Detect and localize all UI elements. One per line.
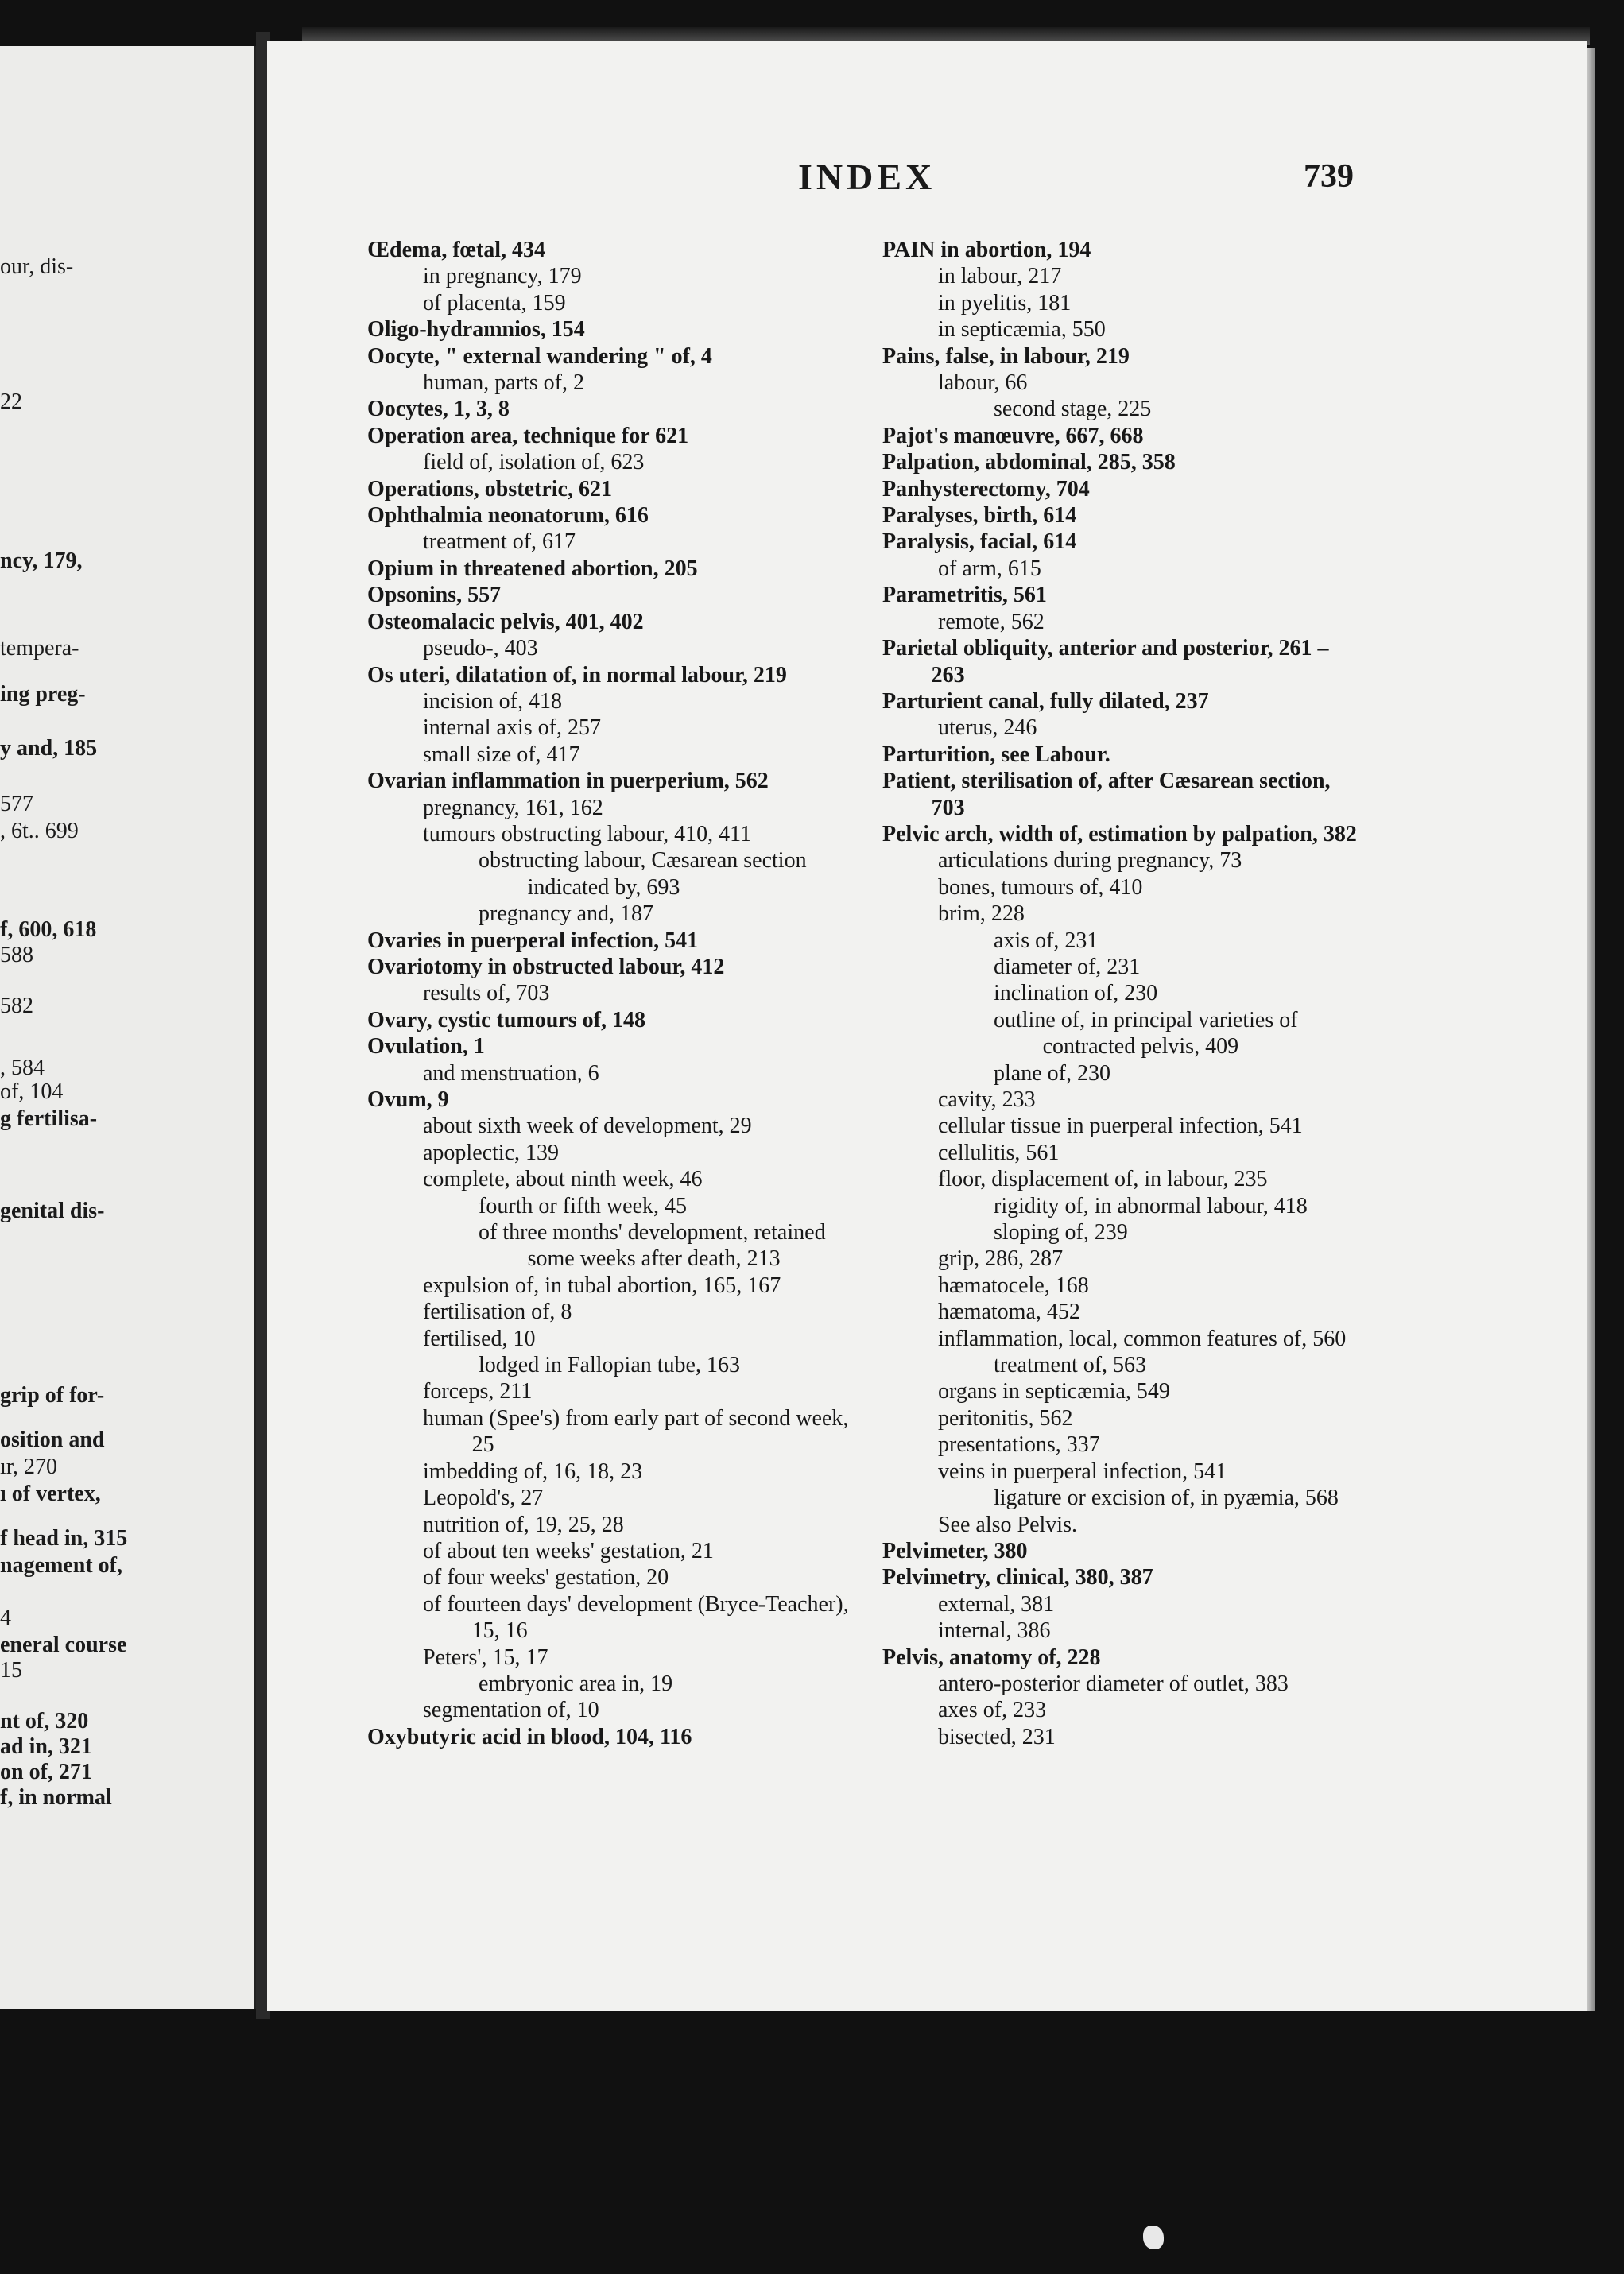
index-entry: of fourteen days' development (Bryce-Teacher), 15, 16 (423, 1591, 849, 1644)
facing-page-text: , 6t.. 699 (0, 819, 79, 843)
facing-page-text: y and, 185 (0, 736, 98, 761)
index-entry: Parietal obliquity, anterior and posterior, 261 – 263 (882, 636, 1329, 688)
index-entry: Leopold's, 27 (423, 1486, 544, 1511)
index-entry: presentations, 337 (938, 1432, 1100, 1458)
index-entry: fertilised, 10 (423, 1326, 536, 1351)
index-entry: Opsonins, 557 (367, 583, 502, 608)
index-entry: pregnancy and, 187 (479, 901, 654, 927)
index-entry: labour, 66 (938, 370, 1028, 396)
facing-page-text: 577 (0, 792, 33, 816)
index-entry: of arm, 615 (938, 556, 1041, 581)
index-entry: inflammation, local, common features of, 560 (938, 1326, 1347, 1351)
facing-page-text: genital dis- (0, 1199, 105, 1223)
scan-blemish (1143, 2226, 1164, 2249)
index-entry: Ovary, cystic tumours of, 148 (367, 1007, 645, 1032)
index-entry: treatment of, 563 (994, 1353, 1147, 1378)
index-entry: fourth or fifth week, 45 (479, 1193, 688, 1218)
index-entry: treatment of, 617 (423, 529, 576, 555)
index-entry: results of, 703 (423, 981, 550, 1006)
index-entry: Ovulation, 1 (367, 1034, 485, 1060)
index-entry: Pelvimeter, 380 (882, 1538, 1028, 1563)
facing-page-text: eneral course (0, 1633, 127, 1657)
index-entry: cavity, 233 (938, 1087, 1036, 1112)
index-entry: Pajot's manœuvre, 667, 668 (882, 423, 1144, 448)
facing-page-text: 4 (0, 1606, 11, 1630)
index-entry: rigidity of, in abnormal labour, 418 (994, 1193, 1308, 1218)
facing-page-text: on of, 271 (0, 1760, 92, 1784)
index-entry: in pregnancy, 179 (423, 264, 582, 289)
index-entry: second stage, 225 (994, 397, 1152, 422)
facing-page-text: 22 (0, 389, 22, 414)
facing-page-text: ncy, 179, (0, 548, 83, 573)
facing-page-text: ing preg- (0, 682, 86, 707)
facing-page-text: tempera- (0, 636, 79, 661)
index-entry: Œdema, fœtal, 434 (367, 238, 545, 262)
index-entry: PAIN in abortion, 194 (882, 238, 1091, 262)
index-entry: Operations, obstetric, 621 (367, 476, 612, 502)
index-entry: small size of, 417 (423, 742, 580, 767)
index-entry: Ovum, 9 (367, 1087, 449, 1112)
index-entry: Parametritis, 561 (882, 583, 1047, 608)
index-entry: Panhysterectomy, 704 (882, 476, 1090, 502)
index-entry: veins in puerperal infection, 541 (938, 1459, 1227, 1484)
index-entry: grip, 286, 287 (938, 1246, 1064, 1272)
index-entry: Peters', 15, 17 (423, 1644, 548, 1670)
index-entry: antero-posterior diameter of outlet, 383 (938, 1671, 1289, 1696)
index-entry: fertilisation of, 8 (423, 1300, 572, 1325)
facing-page-fragment (0, 46, 259, 2009)
index-entry: Ophthalmia neonatorum, 616 (367, 503, 649, 529)
index-entry: incision of, 418 (423, 688, 562, 714)
index-entry: axes of, 233 (938, 1698, 1047, 1723)
page-number: 739 (1304, 158, 1354, 195)
index-entry: nutrition of, 19, 25, 28 (423, 1512, 624, 1537)
facing-page-text: 582 (0, 994, 33, 1018)
index-entry: remote, 562 (938, 609, 1045, 634)
page-edge (1587, 48, 1595, 2011)
facing-page-text: f head in, 315 (0, 1526, 128, 1551)
index-entry: field of, isolation of, 623 (423, 450, 645, 475)
index-entry: Patient, sterilisation of, after Cæsarean section, 703 (882, 769, 1331, 820)
index-entry: internal axis of, 257 (423, 715, 601, 741)
facing-page-text: ır, 270 (0, 1455, 57, 1479)
index-entry: Paralyses, birth, 614 (882, 503, 1077, 529)
index-entry: cellular tissue in puerperal infection, 541 (938, 1114, 1303, 1139)
index-entry: Pelvic arch, width of, estimation by palpation, 382 (882, 821, 1357, 846)
index-entry: organs in septicæmia, 549 (938, 1379, 1170, 1404)
facing-page-text: our, dis- (0, 254, 74, 279)
index-entry: internal, 386 (938, 1618, 1051, 1644)
index-entry: Opium in threatened abortion, 205 (367, 556, 698, 581)
index-entry: lodged in Fallopian tube, 163 (479, 1353, 740, 1378)
index-entry: uterus, 246 (938, 715, 1037, 741)
facing-page-text: nagement of, (0, 1553, 122, 1578)
index-entry: in septicæmia, 550 (938, 317, 1106, 343)
index-entry: of four weeks' gestation, 20 (423, 1565, 669, 1590)
facing-page-text: g fertilisa- (0, 1106, 98, 1131)
index-entry: Palpation, abdominal, 285, 358 (882, 450, 1176, 475)
facing-page-text: ad in, 321 (0, 1734, 92, 1759)
index-entry: embryonic area in, 19 (479, 1671, 673, 1696)
facing-page-text: f, in normal (0, 1785, 112, 1810)
facing-page-text: of, 104 (0, 1079, 64, 1104)
index-entry: Pelvis, anatomy of, 228 (882, 1644, 1101, 1670)
index-entry: Paralysis, facial, 614 (882, 529, 1077, 555)
index-entry: apoplectic, 139 (423, 1140, 560, 1165)
index-entry: Ovarian inflammation in puerperium, 562 (367, 769, 769, 794)
index-column-right (882, 237, 1367, 1750)
index-entry: about sixth week of development, 29 (423, 1114, 752, 1139)
index-entry: expulsion of, in tubal abortion, 165, 167 (423, 1273, 781, 1298)
facing-page-text: ı of vertex, (0, 1482, 101, 1506)
index-entry: outline of, in principal varieties of contracted pelvis, 409 (994, 1007, 1298, 1060)
index-entry: of three months' development, retained some weeks after death, 213 (479, 1220, 826, 1272)
index-entry: articulations during pregnancy, 73 (938, 848, 1242, 874)
index-entry: bisected, 231 (938, 1724, 1056, 1749)
index-entry: ligature or excision of, in pyæmia, 568 (994, 1486, 1339, 1511)
index-entry: Oocyte, " external wandering " of, 4 (367, 343, 712, 369)
index-entry: of about ten weeks' gestation, 21 (423, 1538, 714, 1563)
facing-page-text: 15 (0, 1658, 22, 1683)
index-entry: Oxybutyric acid in blood, 104, 116 (367, 1724, 692, 1749)
facing-page-text: nt of, 320 (0, 1709, 89, 1734)
index-entry: inclination of, 230 (994, 981, 1158, 1006)
index-column-left (367, 237, 852, 1750)
index-entry: Os uteri, dilatation of, in normal labour, 219 (367, 662, 787, 688)
index-entry: Oocytes, 1, 3, 8 (367, 397, 510, 422)
index-entry: Oligo-hydramnios, 154 (367, 317, 585, 343)
index-entry: human, parts of, 2 (423, 370, 584, 396)
index-entry: Osteomalacic pelvis, 401, 402 (367, 609, 644, 634)
index-entry: in pyelitis, 181 (938, 290, 1072, 316)
index-entry: Pelvimetry, clinical, 380, 387 (882, 1565, 1153, 1590)
facing-page-text: 588 (0, 943, 33, 967)
index-entry: Ovariotomy in obstructed labour, 412 (367, 954, 725, 979)
index-entry: hæmatocele, 168 (938, 1273, 1089, 1298)
index-entry: Operation area, technique for 621 (367, 423, 689, 448)
index-entry: external, 381 (938, 1591, 1055, 1617)
index-entry: pseudo-, 403 (423, 636, 538, 661)
facing-page-text: , 584 (0, 1056, 45, 1080)
index-entry: bones, tumours of, 410 (938, 874, 1143, 900)
index-entry: obstructing labour, Cæsarean section indicated by, 693 (479, 848, 807, 900)
facing-page-text: osition and (0, 1428, 105, 1452)
index-entry: See also Pelvis. (938, 1512, 1077, 1537)
index-entry: of placenta, 159 (423, 290, 566, 316)
index-entry: tumours obstructing labour, 410, 411 (423, 821, 752, 846)
index-entry: floor, displacement of, in labour, 235 (938, 1167, 1268, 1192)
index-entry: human (Spee's) from early part of second week, 25 (423, 1405, 849, 1458)
index-entry: Pains, false, in labour, 219 (882, 343, 1130, 369)
index-entry: pregnancy, 161, 162 (423, 795, 603, 820)
index-entry: sloping of, 239 (994, 1220, 1128, 1245)
index-entry: brim, 228 (938, 901, 1025, 927)
index-entry: hæmatoma, 452 (938, 1300, 1080, 1325)
index-entry: diameter of, 231 (994, 954, 1141, 979)
index-entry: forceps, 211 (423, 1379, 533, 1404)
index-entry: cellulitis, 561 (938, 1140, 1060, 1165)
index-entry: axis of, 231 (994, 928, 1099, 953)
index-entry: Ovaries in puerperal infection, 541 (367, 928, 699, 953)
index-entry: complete, about ninth week, 46 (423, 1167, 703, 1192)
index-entry: in labour, 217 (938, 264, 1062, 289)
facing-page-text: f, 600, 618 (0, 917, 97, 942)
index-entry: peritonitis, 562 (938, 1405, 1073, 1431)
facing-page-text: grip of for- (0, 1383, 105, 1408)
index-entry: and menstruation, 6 (423, 1060, 599, 1086)
index-entry: Parturient canal, fully dilated, 237 (882, 688, 1209, 714)
index-entry: segmentation of, 10 (423, 1698, 599, 1723)
index-entry: Parturition, see Labour. (882, 742, 1110, 767)
index-entry: imbedding of, 16, 18, 23 (423, 1459, 643, 1484)
index-entry: plane of, 230 (994, 1060, 1110, 1086)
page-title: INDEX (798, 157, 936, 197)
